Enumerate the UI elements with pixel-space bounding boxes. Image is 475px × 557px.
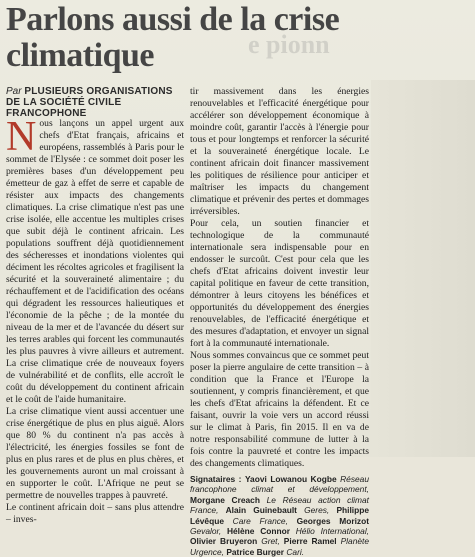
signatories-block <box>190 474 369 557</box>
article-paragraph: La crise climatique vient aussi accentuer une crise énergétique de plus en plus aiguë. Alors que 80 % du continent n'a pas accès à l'électricité, les énergies fossiles se font de plus en plus rares et de plus en plus chères, et les gouvernements auront un mal croissant à en supporter le coût. L'Afrique ne peut se permettre de nouvelles trappes à pauvreté. <box>6 406 184 501</box>
drop-cap: N <box>6 114 37 160</box>
signatory-name: Georges Morizot <box>296 515 370 526</box>
article-title-line-2: climatique <box>6 37 154 74</box>
byline-organisations: PLUSIEURS ORGANISATIONS DE LA SOCIÉTÉ CIVILE FRANCOPHONE <box>6 86 173 119</box>
signatory-name: Patrice Burger <box>226 546 285 557</box>
signatory-name: Hélène Connor <box>226 526 290 537</box>
signatory-name: Olivier Bruyeron <box>190 536 258 547</box>
article-column-left <box>6 114 184 526</box>
article-column-right <box>190 86 369 557</box>
signatory-name: Alain Guinebault <box>225 505 297 516</box>
article-paragraph <box>6 114 184 406</box>
page-margin <box>371 80 475 457</box>
background-bleed-text: e pionn <box>248 30 330 59</box>
signatory-org: Gevalor, <box>190 526 222 537</box>
signatory-org: Geres, <box>304 505 330 516</box>
article-paragraph: Le continent africain doit – sans plus attendre – inves- <box>6 502 184 525</box>
signatory-org: Hélio International, <box>295 526 370 537</box>
signatory <box>227 526 369 536</box>
signatory <box>226 505 330 515</box>
signatory-org: Planète Urgence, <box>190 536 369 557</box>
signatory-name: Morgane Creach <box>190 494 260 505</box>
signatory-org: Care France, <box>232 515 288 526</box>
signatory-org: Le Réseau action climat France, <box>190 494 369 516</box>
article-title-line-1: Parlons aussi de la crise <box>6 1 340 38</box>
article-paragraph: Nous sommes convaincus que ce sommet peut poser la pierre angulaire de cette transition – à condition que la France et l'Europe la soutiennent, y compris financièrement, et que les chefs d'Etat africains la défendent. Et ce faisant, ouvrir la voie vers un accord réussi sur le climat à Paris, fin 2015. Il en va de notre responsabilité commune de lutter à la fois contre la pauvreté et contre les impacts des changements climatiques. <box>190 350 369 469</box>
signatory <box>226 547 304 557</box>
article-paragraph: Pour cela, un soutien financier et technologique de la communauté internationale sera indispensable pour en endosser le surcoût. C'est pour cela que les chefs d'Etat africains doivent investir leur capital politique en faveur de cette transition, démontrer à leurs citoyens les bénéfices et opportunités du développement des énergies renouvelables, de l'efficacité énergétique et des mesures d'adaptation, et envoyer un signal fort à la communauté internationale. <box>190 218 369 349</box>
signatory-name: Philippe Lévêque <box>190 505 370 526</box>
signatories-label: Signataires : <box>190 474 242 484</box>
signatory-name: Pierre Ramel <box>283 536 337 547</box>
signatory-org: Réseau francophone climat et développement, <box>190 474 369 495</box>
signatory-name: Yaovi Lowanou Kogbe <box>244 474 337 484</box>
signatory-org: Gret, <box>261 536 280 547</box>
signatory <box>190 536 280 546</box>
article-paragraph: tir massivement dans les énergies renouvelables et l'efficacité énergétique pour accélérer son développement économique à moindre coût, garantir l'accès à l'énergie pour tous et pour longtemps et renforcer la sécurité et la souveraineté énergétique locale. Le continent africain doit financer massivement les politiques de résilience pour anticiper et maîtriser les impacts du changement climatique et prévenir des pertes et dommages irréversibles. <box>190 86 369 217</box>
signatory-org: Cari. <box>286 546 305 557</box>
paragraph-text: ous lançons un appel urgent aux chefs d'Etat français, africains et européens, rassemblés à Paris pour le sommet de l'Elysée : ce sommet doit poser les premières bases d'un développement peu émetteur de gaz à effet de serre et capable de résister aux impacts des changements climatiques. La crise climatique n'est pas une crise isolée, elle accentue les multiples crises que subit déjà le continent africain. Les populations souffrent déjà quotidiennement des sécheresses et inondations violentes qui déciment les récoltes agricoles et fragilisent la sécurité et la souveraineté alimentaire ; du réchauffement et de l'acidification des océans qui dégradent les ressources halieutiques et l'économie de la pêche ; de la montée du niveau de la mer et de l'avancée du désert sur les terres arables qui forcent les communautés les plus pauvres à vivre ailleurs et autrement. La crise climatique crée de nouveaux foyers de vulnérabilité et de conflits, elle accroît le coût du développement du continent africain et le coût de l'aide humanitaire. <box>6 118 184 405</box>
byline-prefix: Par <box>6 86 22 97</box>
